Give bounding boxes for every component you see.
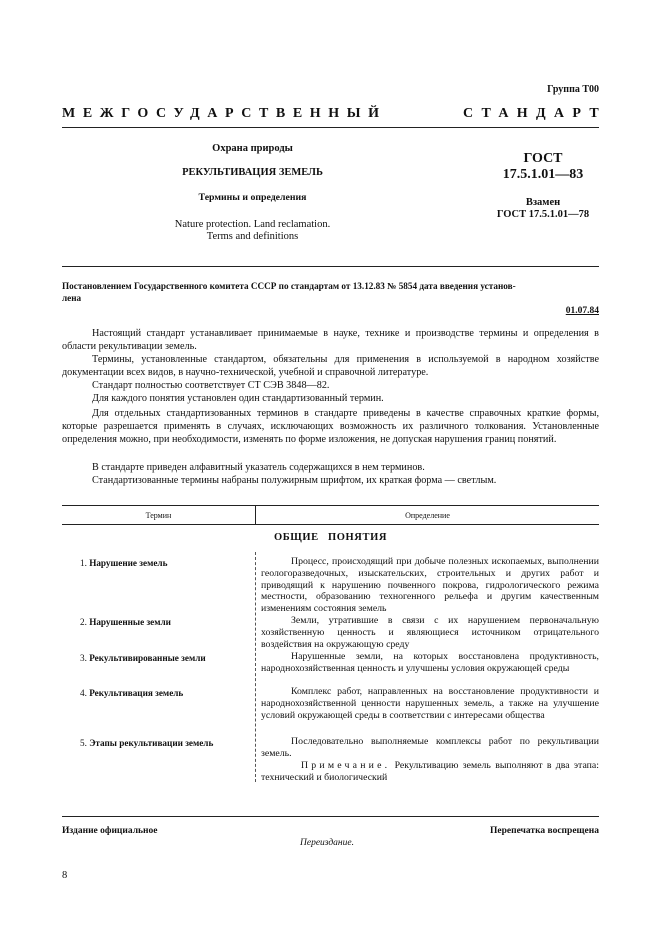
term-2 xyxy=(80,617,171,627)
note-text: Рекультивацию земель выполняют в два этапа: технический и биологический xyxy=(261,760,599,783)
section-title: ОБЩИЕ ПОНЯТИЯ xyxy=(273,532,388,543)
term-number: 2. xyxy=(80,617,87,627)
table-top-rule xyxy=(62,505,599,506)
effective-date: 01.07.84 xyxy=(565,306,599,316)
term-number: 5. xyxy=(80,738,87,748)
term-4 xyxy=(80,688,183,698)
gost-number: 17.5.1.01—83 xyxy=(502,167,584,182)
definition-3: Нарушенные земли, на которых восстановлена продуктивность, народнохозяйственная ценность и улучшены условия окружающей среды xyxy=(261,651,599,674)
banner-word-interstate: МЕЖГОСУДАРСТВЕННЫЙ xyxy=(62,106,387,121)
title-rule xyxy=(62,266,599,267)
document-title: РЕКУЛЬТИВАЦИЯ ЗЕМЕЛЬ xyxy=(182,167,323,178)
gost-label: ГОСТ xyxy=(523,151,563,166)
column-header-definition: Определение xyxy=(405,511,450,520)
subject-heading: Охрана природы xyxy=(212,143,293,154)
page-number: 8 xyxy=(62,870,68,881)
note-label: Примечание. xyxy=(301,760,391,771)
table-column-divider xyxy=(255,552,256,782)
english-title-line1: Nature protection. Land reclamation. xyxy=(174,219,331,230)
definition-1: Процесс, происходящий при добыче полезных ископаемых, выполнении геологоразведочных, изыскательских, строительных и других работ и приводящий к нарушению почвенного покрова, гидрологического режима местности, образованию техногенного рельефа и другим качественным изменениям состояния земель xyxy=(261,556,599,615)
term-text: Рекультивация земель xyxy=(89,688,184,698)
term-text: Нарушение земель xyxy=(89,558,168,568)
table-header-rule xyxy=(62,524,599,525)
replaces-label: Взамен xyxy=(525,197,561,208)
banner-rule xyxy=(62,127,599,128)
decree-line1: Постановлением Государственного комитета СССР по стандартам от 13.12.83 № 5854 дата введения установ- xyxy=(62,281,516,291)
term-1 xyxy=(80,558,167,568)
term-text: Рекультивированные земли xyxy=(89,653,206,663)
english-title-line2: Terms and definitions xyxy=(206,231,299,242)
term-3 xyxy=(80,653,206,663)
intro-paragraph: Для каждого понятия установлен один стандартизованный термин. xyxy=(92,393,384,404)
official-edition-label: Издание официальное xyxy=(62,826,158,836)
table-note xyxy=(261,760,599,784)
term-number: 3. xyxy=(80,653,87,663)
intro-paragraph: В стандарте приведен алфавитный указатель содержащихся в нем терминов. xyxy=(92,462,425,473)
column-header-term: Термин xyxy=(145,511,172,520)
intro-paragraph: Для отдельных стандартизованных терминов в стандарте приведены в качестве справочных краткие формы, которые разрешается применять в случаях, исключающих возможность их различного толкования. Установленные определения можно, при необходимости, изменять по форме изложения, не допуская нарушения границ понятий. xyxy=(62,408,599,445)
document-subtitle: Термины и определения xyxy=(198,192,307,203)
decree-line2: лена xyxy=(62,293,82,303)
intro-paragraph: Термины, установленные стандартом, обязательны для применения в используемой в народном хозяйстве документации всех видов, в научно-технической, учебной и справочной литературе. xyxy=(62,354,599,378)
banner-word-standard: СТАНДАРТ xyxy=(463,106,607,121)
intro-paragraph: Стандартизованные термины набраны полужирным шрифтом, их краткая форма — светлым. xyxy=(92,475,497,486)
replaces-number: ГОСТ 17.5.1.01—78 xyxy=(496,209,590,220)
term-number: 1. xyxy=(80,558,87,568)
reprint-prohibited-label: Перепечатка воспрещена xyxy=(489,826,599,836)
term-text: Этапы рекультивации земель xyxy=(89,738,214,748)
standard-banner xyxy=(62,106,607,122)
intro-paragraph: Стандарт полностью соответствует СТ СЭВ 3848—82. xyxy=(92,380,330,391)
definition-2: Земли, утратившие в связи с их нарушением первоначальную хозяйственную ценность и являющиеся источником отрицательного воздействия на окружающую среду xyxy=(261,615,599,650)
intro-paragraph: Настоящий стандарт устанавливает принимаемые в науке, технике и производстве термины и определения в области рекультивации земель. xyxy=(62,328,599,352)
definition-5: Последовательно выполняемые комплексы работ по рекультивации земель. xyxy=(261,736,599,759)
definition-4: Комплекс работ, направленных на восстановление продуктивности и народнохозяйственной ценности нарушенных земель, а также на улучшение условий окружающей среды в соответствии с интересами общества xyxy=(261,686,599,721)
term-text: Нарушенные земли xyxy=(89,617,171,627)
footer-rule xyxy=(62,816,599,817)
term-5 xyxy=(80,738,213,748)
term-number: 4. xyxy=(80,688,87,698)
group-code: Группа Т00 xyxy=(547,84,599,95)
reissue-note: Переиздание. xyxy=(300,838,354,848)
